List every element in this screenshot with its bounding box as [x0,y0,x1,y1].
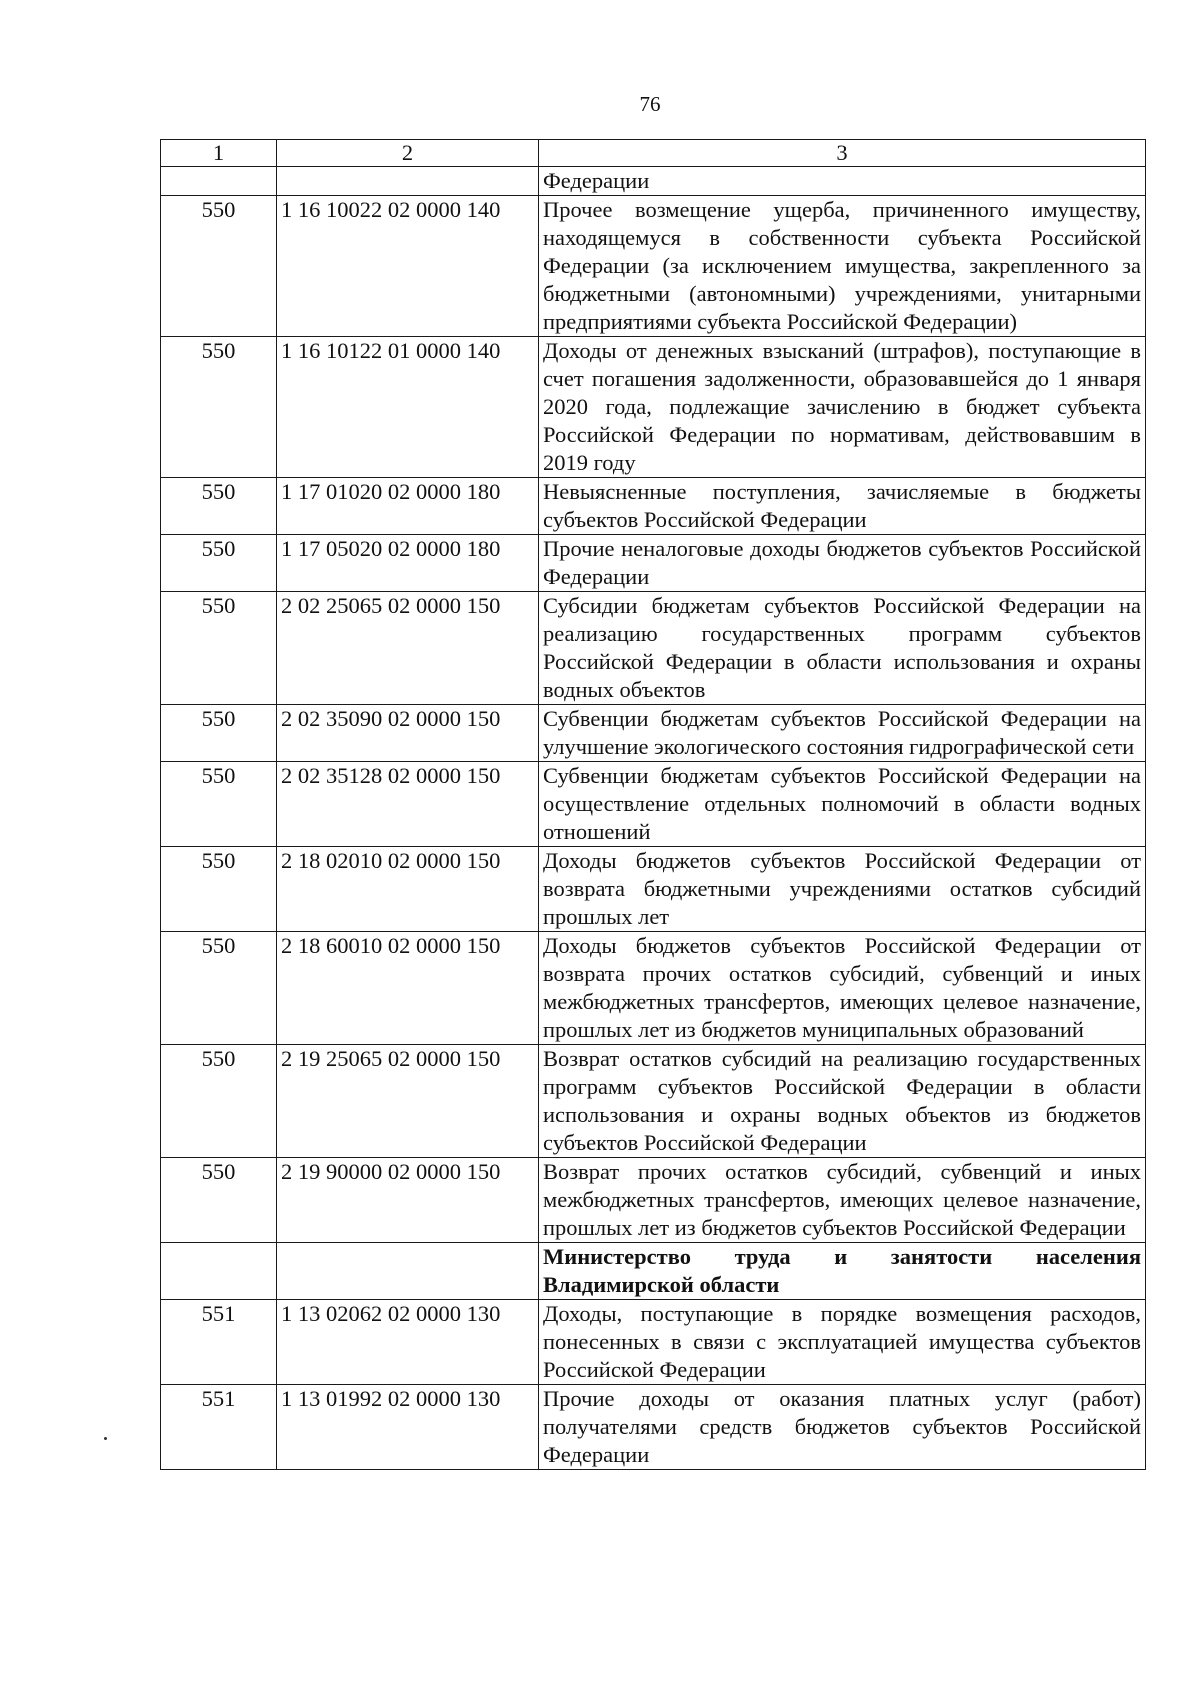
admin-code-cell: 550 [161,1158,277,1243]
table-row [161,337,1146,478]
budget-code-cell: 2 02 35128 02 0000 150 [277,762,539,847]
admin-code-cell: 550 [161,932,277,1045]
admin-code-cell: 550 [161,592,277,705]
budget-code-cell: 1 13 02062 02 0000 130 [277,1300,539,1385]
table-row [161,847,1146,932]
income-description-cell: Прочее возмещение ущерба, причиненного имуществу, находящемуся в собственности субъекта Российской Федерации (за исключением имущества, закрепленного за бюджетными (автономными) учреждениями, унитарными предприятиями субъекта Российской Федерации) [539,196,1146,337]
income-description-cell: Доходы от денежных взысканий (штрафов), поступающие в счет погашения задолженности, образовавшейся до 1 января 2020 года, подлежащие зачислению в бюджет субъекта Российской Федерации по нормативам, действовавшим в 2019 году [539,337,1146,478]
budget-code-cell: 2 18 60010 02 0000 150 [277,932,539,1045]
budget-code-cell: 2 02 35090 02 0000 150 [277,705,539,762]
table-row [161,196,1146,337]
table-row [161,1385,1146,1470]
column-header-3: 3 [539,140,1146,167]
admin-code-cell: 550 [161,847,277,932]
column-header-2: 2 [277,140,539,167]
budget-code-cell [277,1243,539,1300]
scan-speck [104,1437,107,1440]
table-row [161,592,1146,705]
admin-code-cell: 550 [161,705,277,762]
admin-code-cell: 550 [161,762,277,847]
budget-code-cell: 1 17 01020 02 0000 180 [277,478,539,535]
admin-code-cell: 550 [161,337,277,478]
table-row [161,1300,1146,1385]
admin-code-cell: 550 [161,535,277,592]
income-description-cell: Прочие доходы от оказания платных услуг (работ) получателями средств бюджетов субъектов Российской Федерации [539,1385,1146,1470]
admin-code-cell: 550 [161,196,277,337]
page-number: 76 [639,92,661,116]
income-description-cell: Доходы бюджетов субъектов Российской Федерации от возврата прочих остатков субсидий, субвенций и иных межбюджетных трансфертов, имеющих целевое назначение, прошлых лет из бюджетов муниципальных образований [539,932,1146,1045]
table-row [161,762,1146,847]
income-description-cell: Прочие неналоговые доходы бюджетов субъектов Российской Федерации [539,535,1146,592]
budget-code-cell: 2 18 02010 02 0000 150 [277,847,539,932]
table-row [161,1045,1146,1158]
income-description-cell: Субвенции бюджетам субъектов Российской Федерации на улучшение экологического состояния гидрографической сети [539,705,1146,762]
admin-code-cell: 551 [161,1300,277,1385]
table-row [161,478,1146,535]
budget-code-cell: 1 17 05020 02 0000 180 [277,535,539,592]
admin-code-cell [161,167,277,196]
income-codes-table [160,139,1146,1470]
table-row [161,535,1146,592]
income-description-cell: Субсидии бюджетам субъектов Российской Федерации на реализацию государственных программ субъектов Российской Федерации в области использования и охраны водных объектов [539,592,1146,705]
budget-code-cell: 2 02 25065 02 0000 150 [277,592,539,705]
budget-code-cell: 1 16 10022 02 0000 140 [277,196,539,337]
income-description-cell: Субвенции бюджетам субъектов Российской Федерации на осуществление отдельных полномочий в области водных отношений [539,762,1146,847]
income-description-cell: Невыясненные поступления, зачисляемые в бюджеты субъектов Российской Федерации [539,478,1146,535]
table-header-row [161,140,1146,167]
admin-code-cell: 550 [161,1045,277,1158]
budget-code-cell: 2 19 25065 02 0000 150 [277,1045,539,1158]
budget-code-cell: 1 13 01992 02 0000 130 [277,1385,539,1470]
table-row [161,1243,1146,1300]
table-row [161,932,1146,1045]
admin-code-cell: 550 [161,478,277,535]
admin-code-cell [161,1243,277,1300]
income-description-cell: Федерации [539,167,1146,196]
table-row [161,705,1146,762]
budget-code-cell: 2 19 90000 02 0000 150 [277,1158,539,1243]
income-description-cell: Доходы, поступающие в порядке возмещения расходов, понесенных в связи с эксплуатацией имущества субъектов Российской Федерации [539,1300,1146,1385]
table-row [161,1158,1146,1243]
income-description-cell: Возврат остатков субсидий на реализацию государственных программ субъектов Российской Федерации в области использования и охраны водных объектов из бюджетов субъектов Российской Федерации [539,1045,1146,1158]
budget-code-cell [277,167,539,196]
column-header-1: 1 [161,140,277,167]
income-description-cell: Доходы бюджетов субъектов Российской Федерации от возврата бюджетными учреждениями остатков субсидий прошлых лет [539,847,1146,932]
admin-code-cell: 551 [161,1385,277,1470]
income-description-cell: Возврат прочих остатков субсидий, субвенций и иных межбюджетных трансфертов, имеющих целевое назначение, прошлых лет из бюджетов субъектов Российской Федерации [539,1158,1146,1243]
budget-code-cell: 1 16 10122 01 0000 140 [277,337,539,478]
income-description-cell: Министерство труда и занятости населения Владимирской области [539,1243,1146,1300]
table-row [161,167,1146,196]
